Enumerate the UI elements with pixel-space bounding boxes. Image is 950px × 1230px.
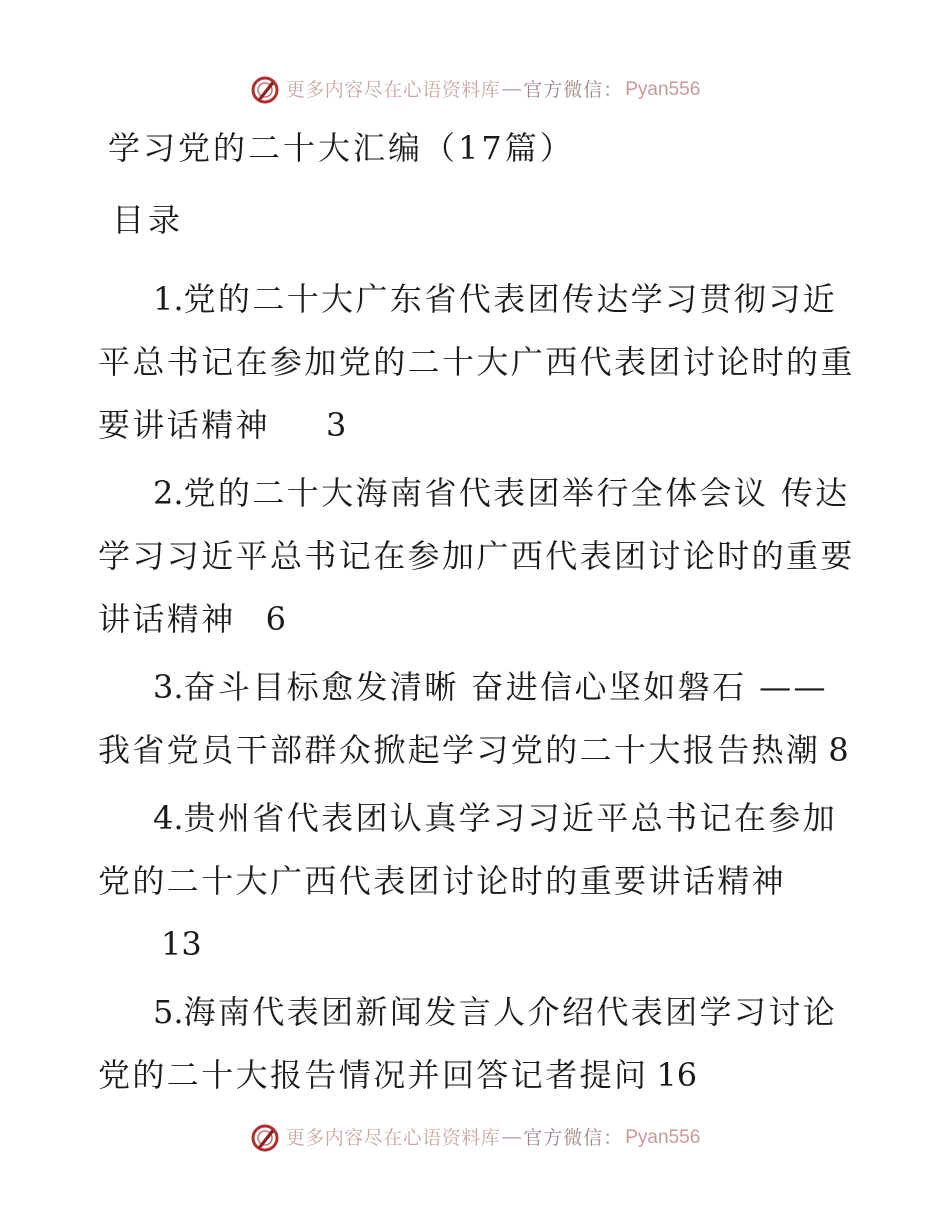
toc-entry-1[interactable] [98, 268, 858, 457]
toc-entry-text: 贵州省代表团认真学习习近平总书记在参加党的二十大广西代表团讨论时的重要讲话精神 [98, 799, 838, 900]
toc-entry-page: 3 [326, 406, 347, 444]
toc-entry-number: 1. [153, 280, 184, 318]
toc-entry-text: 党的二十大广东省代表团传达学习贯彻习近平总书记在参加党的二十大广西代表团讨论时的重要讲话精神 [98, 280, 855, 444]
watermark-label: 官方微信： [523, 1127, 624, 1149]
toc-entry-text: 党的二十大海南省代表团举行全体会议 传达学习习近平总书记在参加广西代表团讨论时的重要讲话精神 [98, 474, 855, 638]
toc-entry-number: 4. [153, 799, 184, 837]
quill-logo-icon [250, 75, 280, 105]
toc-entry-text: 海南代表团新闻发言人介绍代表团学习讨论党的二十大报告情况并回答记者提问 [98, 993, 838, 1094]
watermark-text: 更多内容尽在心语资料库 [285, 1127, 501, 1149]
footer-watermark [0, 1118, 950, 1158]
toc-list [98, 268, 858, 1112]
quill-logo-icon [250, 1123, 280, 1153]
document-title: 学习党的二十大汇编（17篇） [108, 129, 575, 167]
toc-heading: 目录 [112, 201, 185, 239]
watermark-dash: — [502, 1127, 522, 1148]
toc-entry-4[interactable] [98, 787, 858, 976]
toc-entry-5[interactable] [98, 981, 858, 1107]
toc-entry-number: 5. [153, 993, 184, 1031]
watermark-label: 官方微信： [523, 79, 624, 101]
watermark-wechat-id: Pyan556 [625, 79, 701, 100]
toc-entry-page: 6 [265, 600, 286, 638]
toc-entry-3[interactable] [98, 656, 858, 782]
toc-entry-page: 16 [656, 1056, 698, 1094]
toc-entry-number: 3. [153, 668, 184, 706]
header-watermark [0, 70, 950, 110]
toc-entry-2[interactable] [98, 462, 858, 651]
toc-entry-number: 2. [153, 474, 184, 512]
watermark-wechat-id: Pyan556 [625, 1127, 701, 1148]
toc-entry-page: 8 [828, 731, 849, 769]
watermark-dash: — [502, 79, 522, 100]
toc-entry-page: 13 [161, 925, 202, 963]
toc-entry-text: 奋斗目标愈发清晰 奋进信心坚如磐石 ——我省党员干部群众掀起学习党的二十大报告热潮 [98, 668, 828, 769]
watermark-text: 更多内容尽在心语资料库 [285, 79, 501, 101]
